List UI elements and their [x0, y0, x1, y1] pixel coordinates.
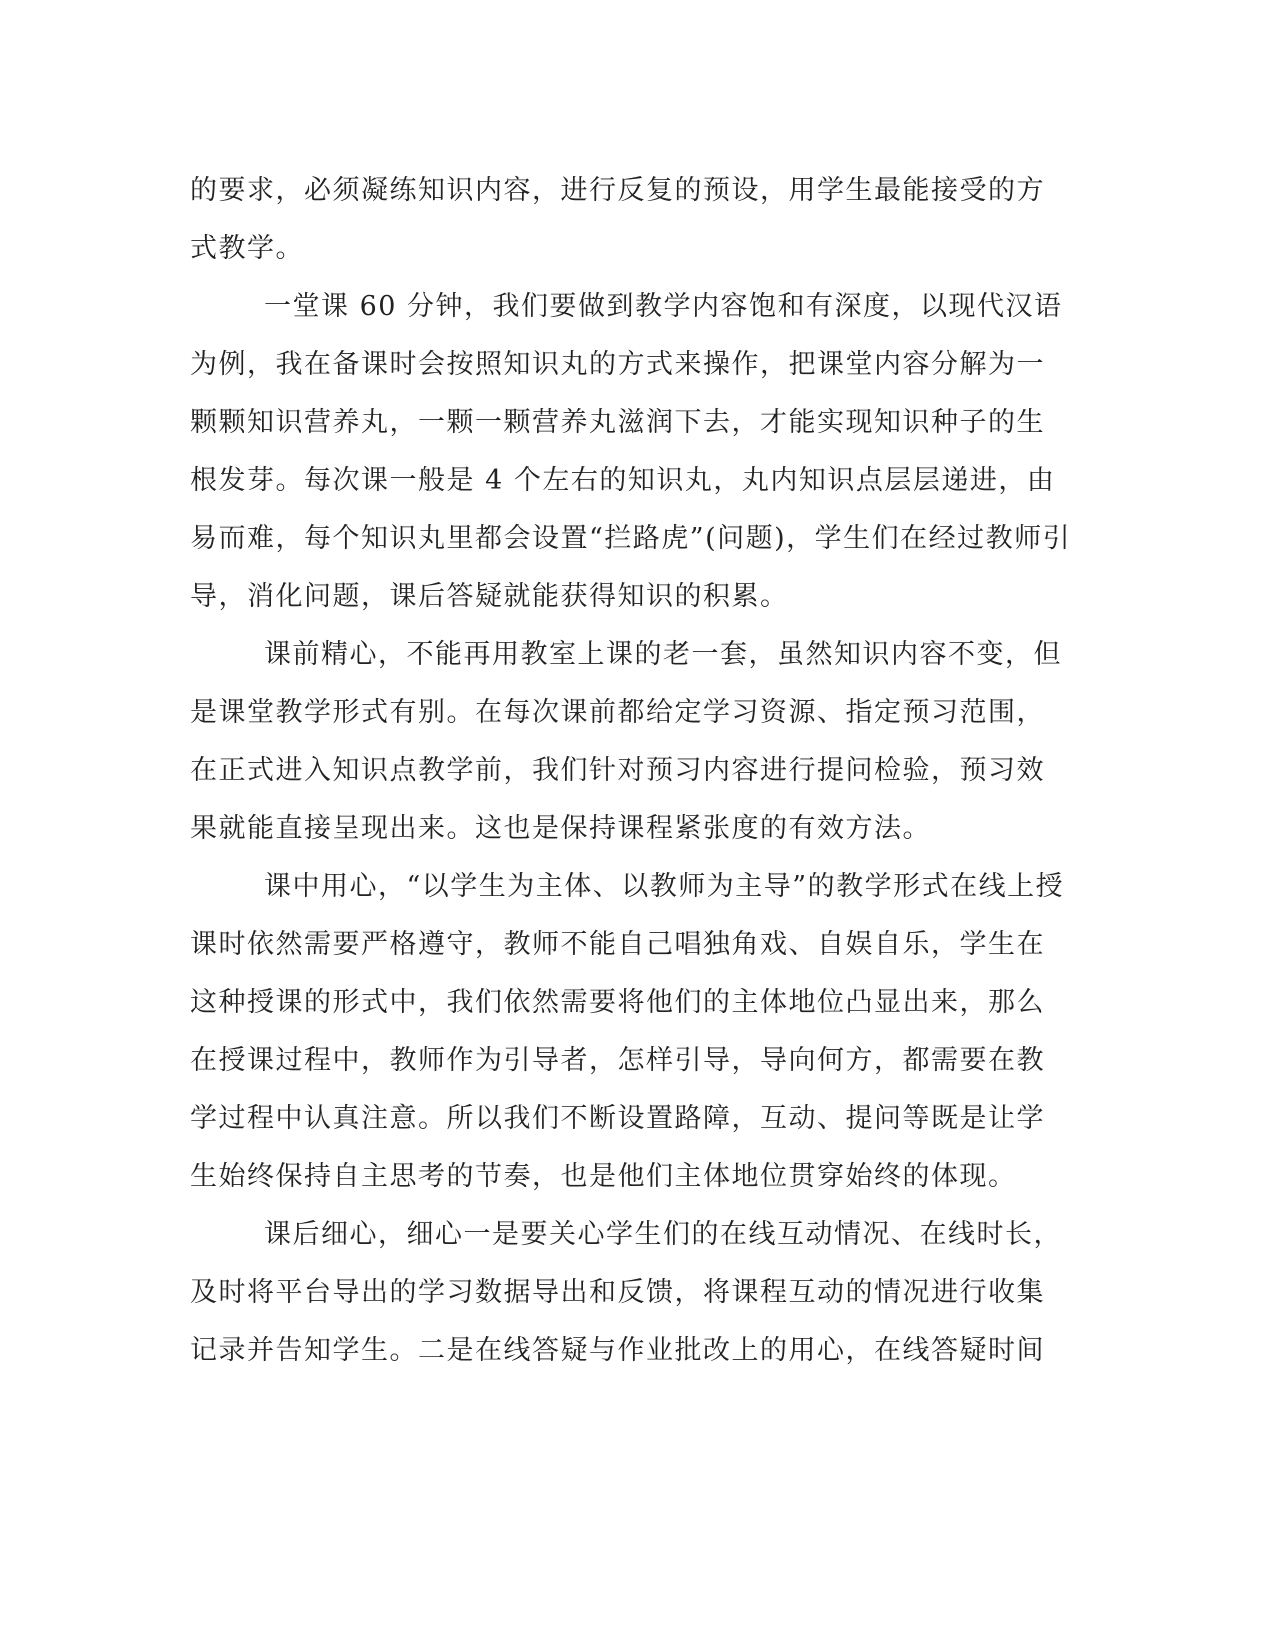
text-line: 课中用心，“以学生为主体、以教师为主导”的教学形式在线上授	[264, 871, 1065, 902]
text-line: 根发芽。每次课一般是 4 个左右的知识丸，丸内知识点层层递进，由	[190, 465, 1056, 496]
text-line: 这种授课的形式中，我们依然需要将他们的主体地位凸显出来，那么	[190, 987, 1045, 1018]
text-line: 及时将平台导出的学习数据导出和反馈，将课程互动的情况进行收集	[190, 1277, 1045, 1308]
text-line: 为例，我在备课时会按照知识丸的方式来操作，把课堂内容分解为一	[190, 349, 1045, 380]
text-line: 一堂课 60 分钟，我们要做到教学内容饱和有深度，以现代汉语	[264, 291, 1063, 322]
text-line: 的要求，必须凝练知识内容，进行反复的预设，用学生最能接受的方	[190, 175, 1045, 206]
text-line: 式教学。	[190, 233, 304, 264]
paragraph-1	[190, 162, 1080, 278]
text-line: 易而难，每个知识丸里都会设置“拦路虎”(问题)，学生们在经过教师引	[190, 523, 1072, 554]
text-line: 颗颗知识营养丸，一颗一颗营养丸滋润下去，才能实现知识种子的生	[190, 407, 1045, 438]
paragraph-3	[190, 626, 1080, 858]
paragraph-2	[190, 278, 1080, 626]
text-line: 是课堂教学形式有别。在每次课前都给定学习资源、指定预习范围，	[190, 697, 1045, 728]
text-line: 课前精心，不能再用教室上课的老一套，虽然知识内容不变，但	[264, 639, 1062, 670]
text-line: 果就能直接呈现出来。这也是保持课程紧张度的有效方法。	[190, 813, 931, 844]
text-line: 记录并告知学生。二是在线答疑与作业批改上的用心，在线答疑时间	[190, 1335, 1045, 1366]
text-line: 课时依然需要严格遵守，教师不能自己唱独角戏、自娱自乐，学生在	[190, 929, 1045, 960]
text-line: 导，消化问题，课后答疑就能获得知识的积累。	[190, 581, 789, 612]
text-line: 学过程中认真注意。所以我们不断设置路障，互动、提问等既是让学	[190, 1103, 1045, 1134]
paragraph-5	[190, 1206, 1080, 1380]
text-line: 在正式进入知识点教学前，我们针对预习内容进行提问检验，预习效	[190, 755, 1045, 786]
body-text	[190, 162, 1080, 1380]
text-line: 课后细心，细心一是要关心学生们的在线互动情况、在线时长，	[264, 1219, 1062, 1250]
paragraph-4	[190, 858, 1080, 1206]
text-line: 生始终保持自主思考的节奏，也是他们主体地位贯穿始终的体现。	[190, 1161, 1017, 1192]
text-line: 在授课过程中，教师作为引导者，怎样引导，导向何方，都需要在教	[190, 1045, 1045, 1076]
